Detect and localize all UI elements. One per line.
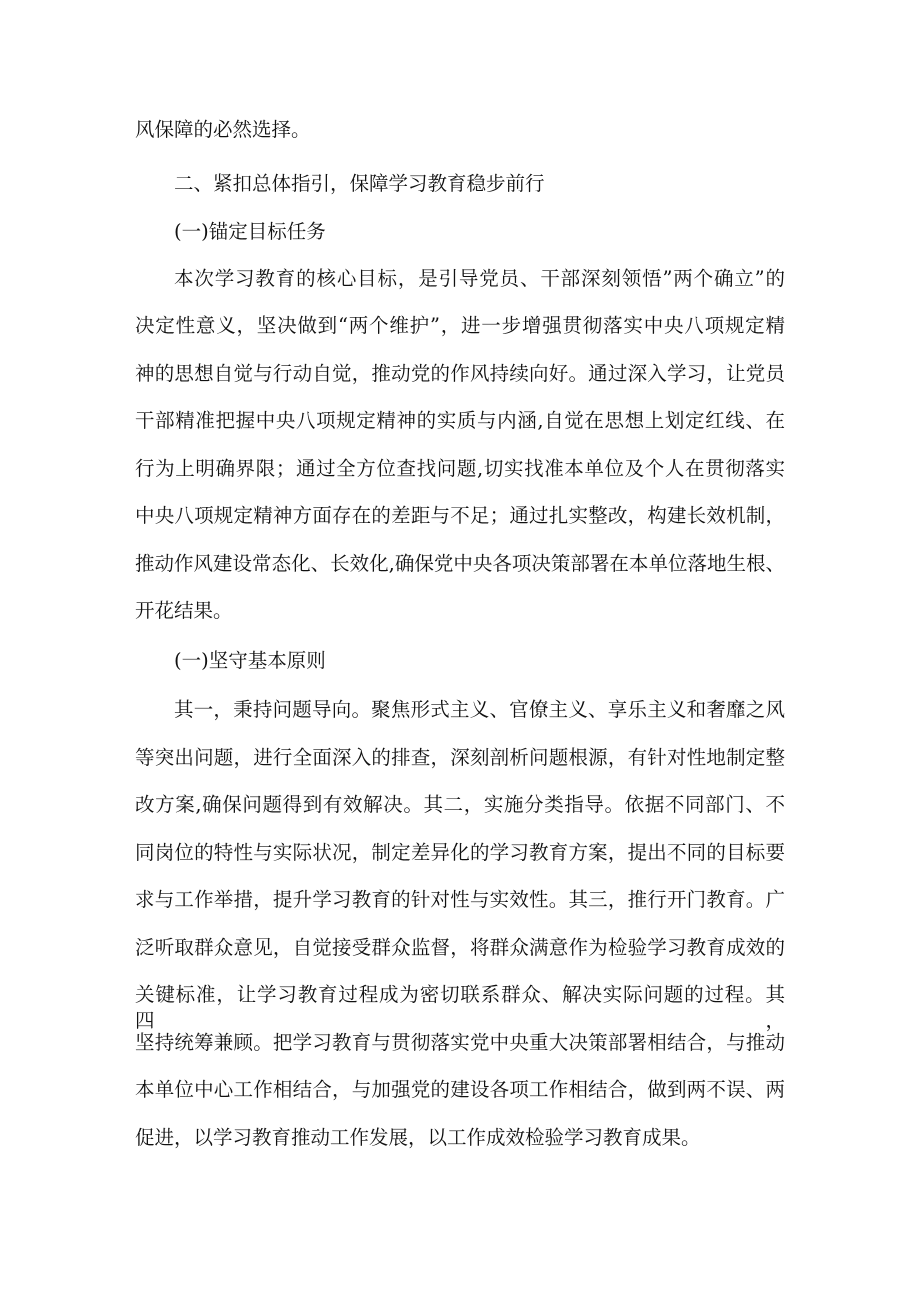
paragraph-line: 其一，秉持问题导向。聚焦形式主义、官僚主义、享乐主义和奢靡之风 xyxy=(174,698,785,721)
paragraph-line: 等突出问题，进行全面深入的排查，深刻剖析问题根源，有针对性地制定整 xyxy=(135,746,785,769)
paragraph-line: 求与工作举措，提升学习教育的针对性与实效性。其三，推行开门教育。广 xyxy=(135,888,785,911)
paragraph-line: 干部精准把握中央八项规定精神的实质与内涵,自觉在思想上划定红线、在 xyxy=(135,409,785,432)
paragraph-line: 中央八项规定精神方面存在的差距与不足；通过扎实整改，构建长效机制， xyxy=(135,504,785,527)
paragraph-line: 神的思想自觉与行动自觉，推动党的作风持续向好。通过深入学习，让党员 xyxy=(135,362,785,385)
subsection-heading: (一)坚守基本原则 xyxy=(174,649,326,672)
paragraph-line: 改方案,确保问题得到有效解决。其二，实施分类指导。依据不同部门、不 xyxy=(135,793,785,816)
subsection-heading: (一)锚定目标任务 xyxy=(174,220,326,243)
paragraph-line: 开花结果。 xyxy=(135,599,233,622)
paragraph-line: 关键标准，让学习教育过程成为密切联系群众、解决实际问题的过程。其四， xyxy=(135,983,785,1032)
paragraph-line: 坚持统筹兼顾。把学习教育与贯彻落实党中央重大决策部署相结合，与推动 xyxy=(135,1031,785,1054)
section-heading: 二、紧扣总体指引，保障学习教育稳步前行 xyxy=(174,172,545,195)
paragraph-line: 同岗位的特性与实际状况，制定差异化的学习教育方案，提出不同的目标要 xyxy=(135,841,785,864)
paragraph-line: 泛听取群众意见，自觉接受群众监督，将群众满意作为检验学习教育成效的 xyxy=(135,936,785,959)
paragraph-line: 促进，以学习教育推动工作发展，以工作成效检验学习教育成果。 xyxy=(135,1126,701,1149)
paragraph-line: 行为上明确界限；通过全方位查找问题,切实找准本单位及个人在贯彻落实 xyxy=(135,457,785,480)
paragraph-line: 风保障的必然选择。 xyxy=(135,118,311,141)
paragraph-line: 本次学习教育的核心目标，是引导党员、干部深刻领悟”两个确立”的 xyxy=(174,267,785,290)
paragraph-line: 推动作风建设常态化、长效化,确保党中央各项决策部署在本单位落地生根、 xyxy=(135,552,785,575)
paragraph-line: 决定性意义，坚决做到“两个维护”，进一步增强贯彻落实中央八项规定精 xyxy=(135,314,785,337)
paragraph-line: 本单位中心工作相结合，与加强党的建设各项工作相结合，做到两不误、两 xyxy=(135,1078,785,1101)
